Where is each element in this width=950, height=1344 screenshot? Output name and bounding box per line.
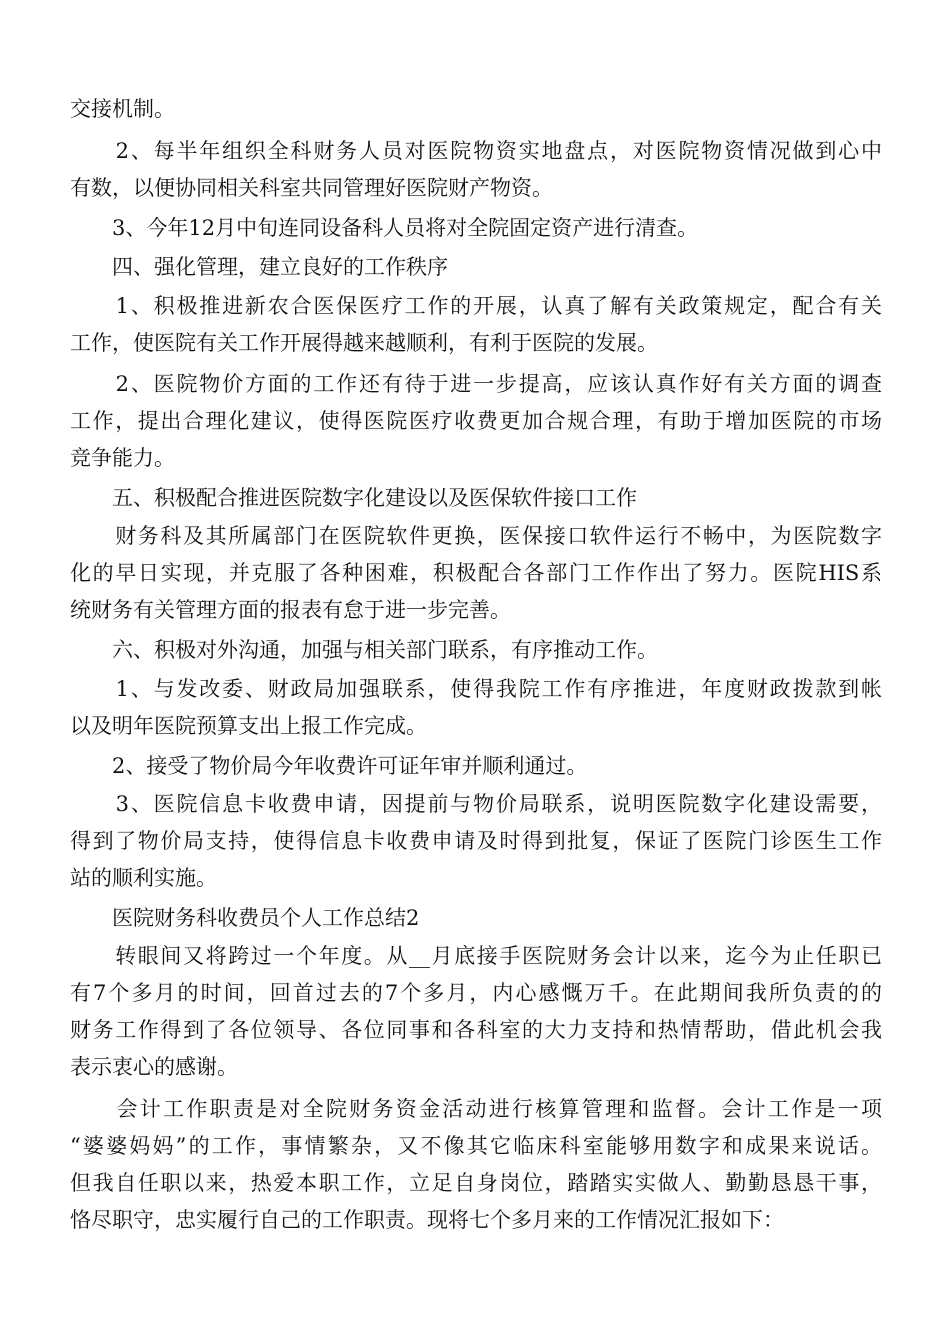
text-line: 财务工作得到了各位领导、各位同事和各科室的大力支持和热情帮助，借此机会我	[70, 1018, 882, 1042]
text-line: 2、医院物价方面的工作还有待于进一步提高，应该认真作好有关方面的调查	[70, 372, 882, 396]
paragraph	[70, 518, 882, 629]
text-line: 四、强化管理，建立良好的工作秩序	[70, 255, 448, 279]
text-line: “婆婆妈妈”的工作，事情繁杂，又不像其它临床科室能够用数字和成果来说话。	[70, 1134, 882, 1158]
paragraph	[70, 210, 882, 247]
text-line: 工作，提出合理化建议，使得医院医疗收费更加合规合理，有助于增加医院的市场	[70, 409, 882, 433]
text-line: 财务科及其所属部门在医院软件更换，医保接口软件运行不畅中，为医院数字	[70, 524, 882, 548]
text-line: 竞争能力。	[70, 446, 175, 470]
text-line: 站的顺利实施。	[70, 866, 217, 890]
text-line: 六、积极对外沟通，加强与相关部门联系，有序推动工作。	[70, 638, 658, 662]
paragraph	[70, 671, 882, 745]
section-heading	[70, 249, 882, 286]
text-line: 3、医院信息卡收费申请，因提前与物价局联系，说明医院数字化建设需要，	[70, 792, 882, 816]
text-line: 2、接受了物价局今年收费许可证年审并顺利通过。	[70, 754, 588, 778]
text-line: 恪尽职守，忠实履行自己的工作职责。现将七个多月来的工作情况汇报如下：	[70, 1208, 784, 1232]
paragraph	[70, 133, 882, 207]
text-line: 有数，以便协同相关科室共同管理好医院财产物资。	[70, 176, 553, 200]
text-line: 工作，使医院有关工作开展得越来越顺利，有利于医院的发展。	[70, 331, 658, 355]
text-line: 会计工作职责是对全院财务资金活动进行核算管理和监督。会计工作是一项	[70, 1097, 882, 1121]
text-line: 转眼间又将跨过一个年度。从__月底接手医院财务会计以来，迄今为止任职已	[70, 944, 882, 968]
text-line: 交接机制。	[70, 97, 175, 121]
paragraph	[70, 786, 882, 897]
text-line: 统财务有关管理方面的报表有怠于进一步完善。	[70, 598, 511, 622]
text-line: 得到了物价局支持，使得信息卡收费申请及时得到批复，保证了医院门诊医生工作	[70, 829, 882, 853]
text-line: 2、每半年组织全科财务人员对医院物资实地盘点，对医院物资情况做到心中	[70, 139, 882, 163]
text-line: 1、积极推进新农合医保医疗工作的开展，认真了解有关政策规定，配合有关	[70, 294, 882, 318]
paragraph	[70, 938, 882, 1086]
text-line: 化的早日实现，并克服了各种困难，积极配合各部门工作作出了努力。医院HIS系	[70, 561, 882, 585]
text-line: 有7个多月的时间，回首过去的7个多月，内心感慨万千。在此期间我所负责的的	[70, 981, 882, 1005]
paragraph	[70, 1091, 882, 1239]
text-line: 但我自任职以来，热爱本职工作，立足自身岗位，踏踏实实做人、勤勤恳恳干事，	[70, 1171, 882, 1195]
section-heading	[70, 632, 882, 669]
text-line: 表示衷心的感谢。	[70, 1055, 238, 1079]
paragraph	[70, 748, 882, 785]
paragraph	[70, 288, 882, 362]
section-heading	[70, 480, 882, 517]
text-line: 3、今年12月中旬连同设备科人员将对全院固定资产进行清查。	[70, 216, 699, 240]
document-title	[70, 900, 882, 937]
text-line: 以及明年医院预算支出上报工作完成。	[70, 714, 427, 738]
text-line: 医院财务科收费员个人工作总结2	[70, 906, 420, 930]
text-line: 1、与发改委、财政局加强联系，使得我院工作有序推进，年度财政拨款到帐	[70, 677, 882, 701]
paragraph	[70, 366, 882, 477]
paragraph	[70, 91, 882, 128]
text-line: 五、积极配合推进医院数字化建设以及医保软件接口工作	[70, 486, 637, 510]
